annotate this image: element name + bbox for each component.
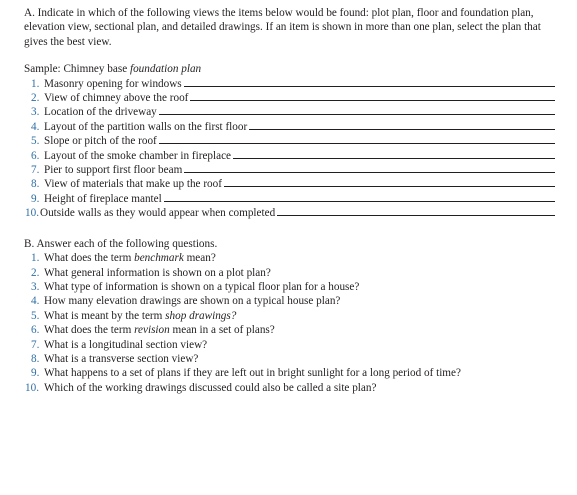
answer-blank[interactable] bbox=[190, 91, 555, 101]
question-text: How many elevation drawings are shown on a typical house plan? bbox=[44, 295, 341, 308]
item-text: Height of fireplace mantel bbox=[44, 192, 162, 205]
item-text: Layout of the partition walls on the first floor bbox=[44, 120, 248, 133]
question-text: What general information is shown on a plot plan? bbox=[44, 266, 271, 279]
question-number: 8. bbox=[31, 352, 40, 365]
item-text: Location of the driveway bbox=[44, 106, 157, 119]
list-item bbox=[24, 105, 555, 119]
question-text: Which of the working drawings discussed could also be called a site plan? bbox=[44, 381, 377, 394]
question-text: What is meant by the term bbox=[44, 309, 166, 322]
item-number: 4. bbox=[31, 120, 40, 133]
item-number: 6. bbox=[31, 149, 40, 162]
section-a-instructions: A. Indicate in which of the following views the items below would be found: plot plan, floor and foundation plan, elevation view, sectional plan, and detailed drawings. If an item is shown in more than one plan, select the plan that gives the best view. bbox=[24, 7, 541, 48]
question-number: 3. bbox=[31, 280, 40, 293]
list-item bbox=[24, 91, 555, 105]
item-number: 10. bbox=[25, 207, 39, 220]
item-text: Layout of the smoke chamber in fireplace bbox=[44, 149, 232, 162]
question-item bbox=[24, 381, 555, 395]
question-text-end: mean in a set of plans? bbox=[169, 324, 275, 337]
item-text: Slope or pitch of the roof bbox=[44, 135, 157, 148]
question-item bbox=[24, 366, 555, 380]
question-text: What type of information is shown on a typical floor plan for a house? bbox=[44, 280, 360, 293]
answer-blank[interactable] bbox=[277, 206, 555, 216]
question-text: What does the term bbox=[44, 324, 135, 337]
item-number: 2. bbox=[31, 92, 40, 105]
list-item bbox=[24, 120, 555, 134]
question-number: 4. bbox=[31, 295, 40, 308]
item-number: 3. bbox=[31, 106, 40, 119]
question-text: What happens to a set of plans if they are left out in bright sunlight for a long period of time? bbox=[44, 367, 461, 380]
answer-blank[interactable] bbox=[159, 105, 555, 115]
question-number: 1. bbox=[31, 252, 40, 265]
question-number: 2. bbox=[31, 266, 40, 279]
answer-blank[interactable] bbox=[224, 177, 555, 187]
question-emphasis: benchmark bbox=[134, 252, 184, 265]
item-number: 8. bbox=[31, 178, 40, 191]
question-item bbox=[24, 323, 555, 337]
question-text: What is a transverse section view? bbox=[44, 352, 199, 365]
item-number: 7. bbox=[31, 164, 40, 177]
question-number: 9. bbox=[31, 367, 40, 380]
section-a-list bbox=[24, 77, 555, 221]
item-text: Masonry opening for windows bbox=[44, 77, 182, 90]
question-emphasis: shop drawings? bbox=[165, 309, 237, 322]
question-item bbox=[24, 309, 555, 323]
sample-line bbox=[24, 62, 555, 76]
question-number: 10. bbox=[25, 381, 39, 394]
question-item bbox=[24, 294, 555, 308]
question-item bbox=[24, 251, 555, 265]
section-b bbox=[24, 237, 555, 395]
item-number: 5. bbox=[31, 135, 40, 148]
question-number: 5. bbox=[31, 309, 40, 322]
list-item bbox=[24, 163, 555, 177]
answer-blank[interactable] bbox=[184, 77, 555, 87]
item-text: View of materials that make up the roof bbox=[44, 178, 222, 191]
question-text: What does the term bbox=[44, 252, 135, 265]
question-number: 6. bbox=[31, 324, 40, 337]
list-item bbox=[24, 192, 555, 206]
list-item bbox=[24, 134, 555, 148]
list-item bbox=[24, 149, 555, 163]
sample-answer: foundation plan bbox=[129, 63, 202, 76]
item-text: View of chimney above the roof bbox=[44, 92, 189, 105]
answer-blank[interactable] bbox=[159, 134, 555, 144]
question-item bbox=[24, 338, 555, 352]
answer-blank[interactable] bbox=[184, 163, 555, 173]
answer-blank[interactable] bbox=[249, 120, 555, 130]
item-number: 9. bbox=[31, 192, 40, 205]
question-text-end: mean? bbox=[183, 252, 216, 265]
answer-blank[interactable] bbox=[164, 192, 555, 202]
question-item bbox=[24, 352, 555, 366]
question-item bbox=[24, 266, 555, 280]
item-text: Outside walls as they would appear when completed bbox=[39, 207, 276, 220]
question-text: What is a longitudinal section view? bbox=[44, 338, 208, 351]
answer-blank[interactable] bbox=[233, 149, 555, 159]
item-number: 1. bbox=[31, 77, 40, 90]
question-emphasis: revision bbox=[134, 324, 170, 337]
list-item bbox=[24, 77, 555, 91]
section-b-instructions: B. Answer each of the following questions. bbox=[24, 237, 218, 250]
sample-prefix: Sample: Chimney base bbox=[24, 63, 130, 76]
question-item bbox=[24, 280, 555, 294]
list-item bbox=[24, 206, 555, 220]
list-item bbox=[24, 177, 555, 191]
item-text: Pier to support first floor beam bbox=[44, 164, 183, 177]
question-number: 7. bbox=[31, 338, 40, 351]
